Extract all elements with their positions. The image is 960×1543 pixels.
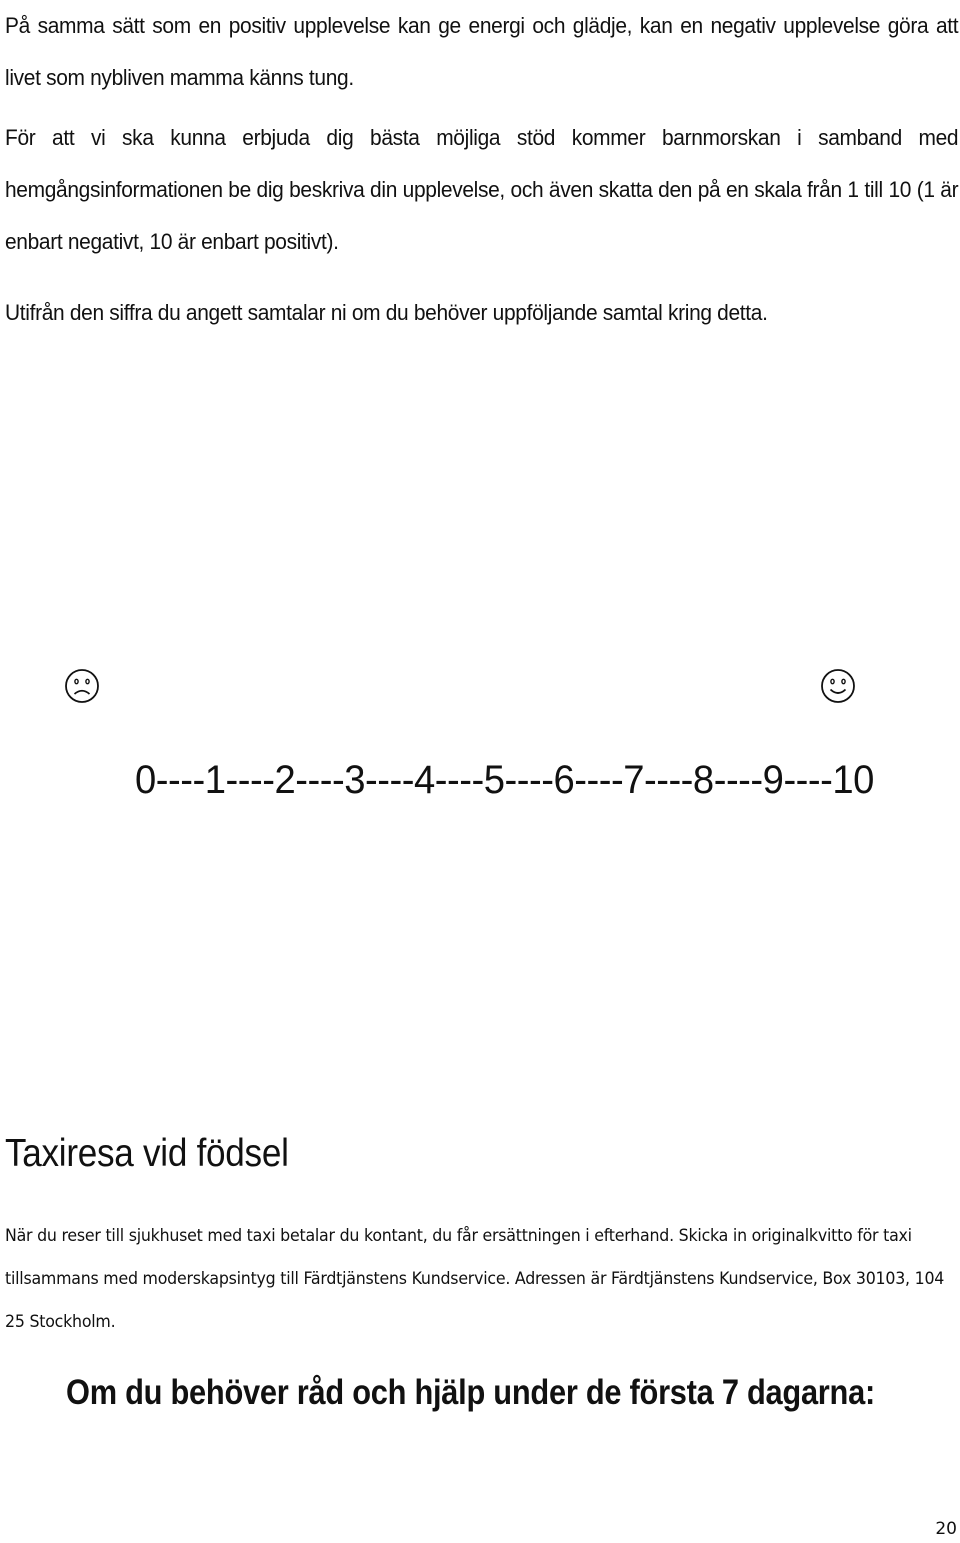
sad-face-icon: [64, 668, 100, 704]
taxi-heading: Taxiresa vid födsel: [5, 1132, 289, 1175]
taxi-paragraph: När du reser till sjukhuset med taxi betalar du kontant, du får ersättningen i efterhand. Skicka in originalkvitto för taxi tillsammans med moderskapsintyg till Färdtjänstens Kundservice. Adressen är Färdtjänstens Kundservice, Box 30103, 104 25 Stockholm.: [5, 1226, 945, 1332]
rating-scale: 0----1----2----3----4----5----6----7----8----9----10: [135, 758, 874, 802]
paragraph-rating-request: För att vi ska kunna erbjuda dig bästa möjliga stöd kommer barnmorskan i samband med hemgångsinformationen be dig beskriva din upplevelse, och även skatta den på en skala från 1 till 10 (1 är enbart negativt, 10 är enbart positivt).: [5, 125, 959, 254]
paragraph-negative-experience: På samma sätt som en positiv upplevelse kan ge energi och glädje, kan en negativ upplevelse göra att livet som nybliven mamma känns tung.: [5, 13, 959, 90]
happy-face-icon: [820, 668, 856, 704]
page-number: 20: [935, 1519, 957, 1539]
advice-heading: Om du behöver råd och hjälp under de första 7 dagarna:: [66, 1373, 875, 1412]
paragraph-follow-up: Utifrån den siffra du angett samtalar ni om du behöver uppföljande samtal kring detta.: [5, 300, 768, 325]
